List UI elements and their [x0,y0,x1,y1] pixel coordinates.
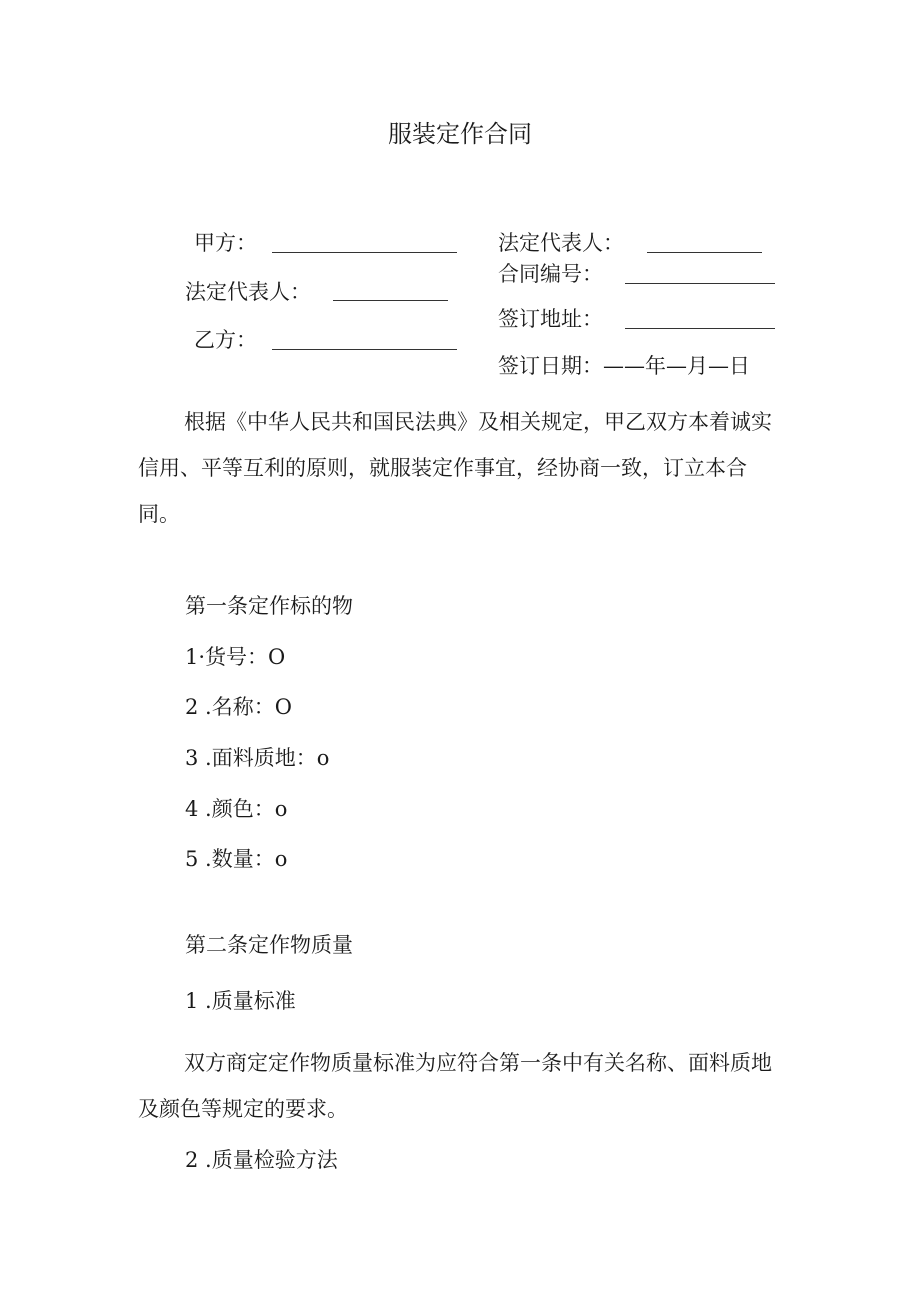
quality-standard-paragraph: 双方商定定作物质量标准为应符合第一条中有关名称、面料质地及颜色等规定的要求。 [138,1051,772,1121]
article-2-heading: 第二条定作物质量 [185,933,353,957]
party-a-blank [272,252,457,253]
legal-rep-right-blank [647,252,762,253]
intro-paragraph: 根据《中华人民共和国民法典》及相关规定，甲乙双方本着诚实信用、平等互利的原则，就服装定作事宜，经协商一致，订立本合同。 [138,410,772,526]
list-item: 4 .颜色：o [185,797,288,821]
sign-place-blank [625,328,775,329]
document-title: 服装定作合同 [388,120,532,148]
quality-inspection-item: 2 .质量检验方法 [185,1148,338,1172]
sign-place-label: 签订地址： [498,307,603,331]
legal-rep-label-right: 法定代表人： [498,231,624,255]
list-item: 1·货号：O [185,645,286,669]
contract-no-label: 合同编号： [498,262,603,286]
article-1-heading: 第一条定作标的物 [185,594,353,618]
list-item: 2 .名称：O [185,695,292,719]
quality-standard-item: 1 .质量标准 [185,989,296,1013]
contract-no-blank [625,283,775,284]
legal-rep-label-left: 法定代表人： [185,280,311,304]
legal-rep-left-blank [333,300,448,301]
list-item: 3 .面料质地：o [185,746,330,770]
party-b-blank [272,349,457,350]
party-b-label: 乙方： [194,328,257,352]
party-a-label: 甲方： [194,231,257,255]
list-item: 5 .数量：o [185,847,288,871]
sign-date-label: 签订日期：——年—月—日 [498,354,750,378]
